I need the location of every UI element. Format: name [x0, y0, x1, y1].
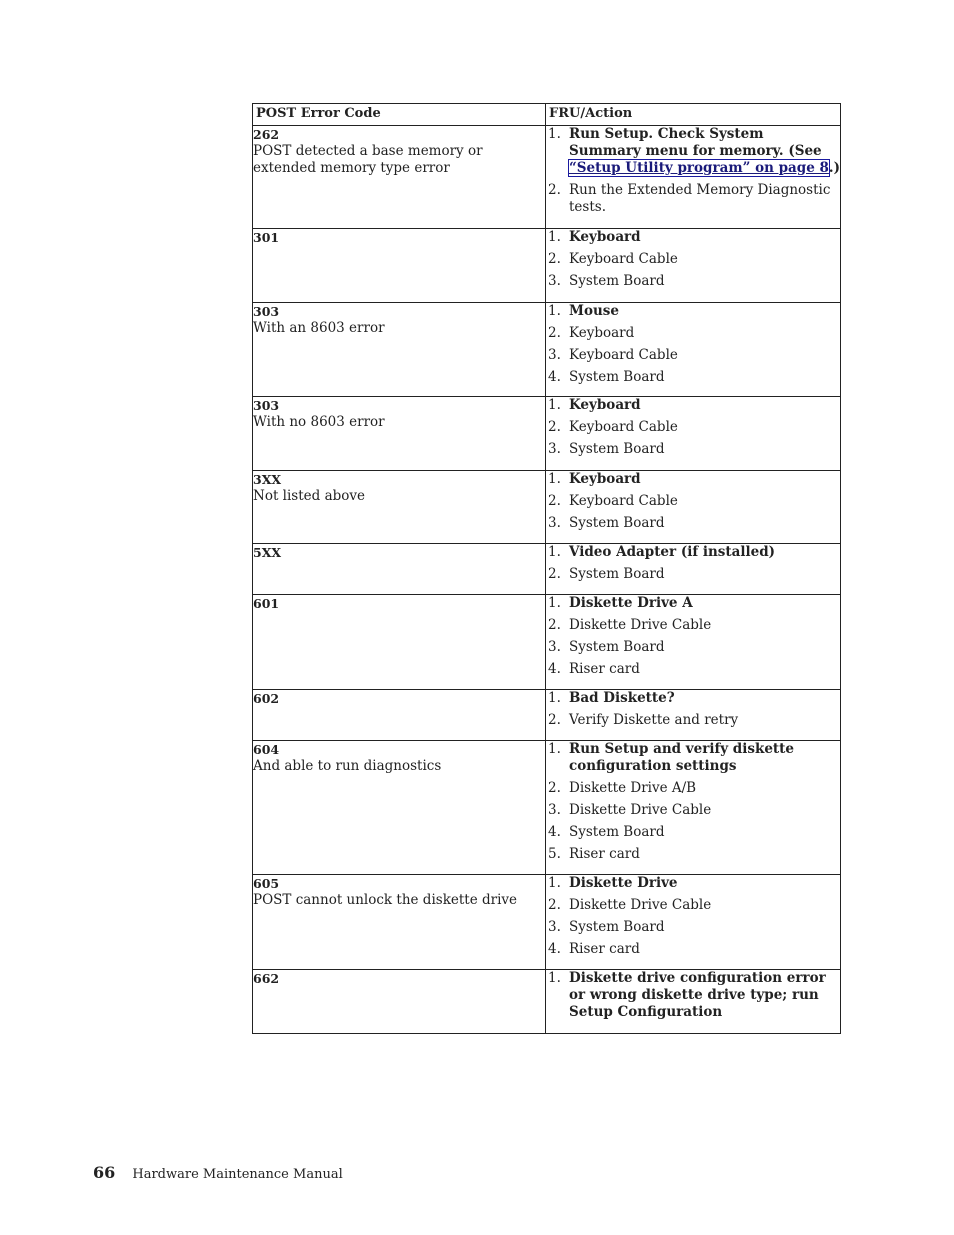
action-text-main: Keyboard Cable: [569, 493, 678, 509]
action-text-main: Run Setup and verify diskette configuration settings: [569, 741, 794, 774]
action-number: 2.: [548, 419, 561, 435]
action-item: [546, 273, 840, 290]
action-text: [569, 780, 696, 796]
table-header-row: [253, 104, 841, 126]
action-number: 1.: [548, 397, 561, 413]
action-text-main: Diskette Drive Cable: [569, 802, 712, 818]
action-text-main: Keyboard: [569, 325, 635, 341]
table-row: [253, 397, 841, 471]
action-item: [546, 919, 840, 936]
action-number: 3.: [548, 515, 561, 531]
action-text: [569, 441, 665, 457]
action-text: [569, 126, 840, 176]
action-text-main: Video Adapter (if installed): [569, 544, 776, 560]
error-code: 604: [253, 742, 280, 757]
error-code: 5XX: [253, 545, 282, 560]
fru-action-cell: [546, 544, 841, 595]
action-text-main: Run Setup. Check System Summary menu for memory. (See: [569, 126, 822, 159]
fru-action-cell: [546, 690, 841, 741]
action-list: [546, 229, 840, 290]
action-text-main: Bad Diskette?: [569, 690, 675, 706]
action-item: [546, 639, 840, 656]
action-item: [546, 182, 840, 216]
action-number: 1.: [548, 126, 561, 142]
action-text-main: Diskette Drive: [569, 875, 678, 891]
action-text-main: Mouse: [569, 303, 619, 319]
action-item: [546, 493, 840, 510]
action-text-main: Riser card: [569, 846, 640, 862]
action-text: [569, 347, 678, 363]
page-number: 66: [93, 1163, 116, 1182]
action-item: [546, 303, 840, 320]
fru-action-cell: [546, 229, 841, 303]
action-item: [546, 712, 840, 729]
action-item: [546, 846, 840, 863]
action-text: [569, 919, 665, 935]
action-item: [546, 397, 840, 414]
error-code-cell: [253, 397, 546, 471]
header-post-error-code: POST Error Code: [253, 104, 546, 126]
action-number: 2.: [548, 182, 561, 198]
action-number: 1.: [548, 690, 561, 706]
action-item: [546, 471, 840, 488]
action-text-main: Run the Extended Memory Diagnostic tests.: [569, 182, 831, 215]
action-text-main: System Board: [569, 919, 665, 935]
action-item: [546, 690, 840, 707]
action-item: [546, 369, 840, 386]
error-code: 602: [253, 691, 280, 706]
header-fru-action: FRU/Action: [546, 104, 841, 126]
action-list: [546, 970, 840, 1021]
error-code: 262: [253, 127, 280, 142]
error-code-cell: [253, 544, 546, 595]
action-text: [569, 251, 678, 267]
action-text: [569, 897, 711, 913]
action-list: [546, 126, 840, 216]
table-row: [253, 544, 841, 595]
error-description: POST detected a base memory or extended memory type error: [253, 143, 483, 176]
action-text: [569, 595, 693, 611]
setup-utility-link[interactable]: “Setup Utility program” on page 8: [569, 160, 829, 176]
action-item: [546, 419, 840, 436]
action-text: [569, 182, 830, 215]
error-description: And able to run diagnostics: [253, 758, 442, 774]
action-text: [569, 369, 665, 385]
error-description: POST cannot unlock the diskette drive: [253, 892, 518, 908]
action-text-main: System Board: [569, 639, 665, 655]
action-list: [546, 544, 840, 583]
action-text-main: Keyboard: [569, 471, 641, 487]
action-text: [569, 273, 665, 289]
action-text: [569, 639, 665, 655]
action-number: 1.: [548, 875, 561, 891]
action-text: [569, 802, 711, 818]
fru-action-cell: [546, 595, 841, 690]
action-number: 2.: [548, 493, 561, 509]
action-number: 2.: [548, 325, 561, 341]
action-text-main: System Board: [569, 273, 665, 289]
action-number: 2.: [548, 617, 561, 633]
action-text-main: System Board: [569, 566, 665, 582]
action-text-after: .): [828, 160, 840, 176]
action-item: [546, 595, 840, 612]
action-item: [546, 802, 840, 819]
table-row: [253, 595, 841, 690]
action-text-main: Verify Diskette and retry: [569, 712, 739, 728]
action-item: [546, 970, 840, 1021]
action-text-main: Keyboard Cable: [569, 419, 678, 435]
action-text: [569, 566, 665, 582]
action-number: 2.: [548, 566, 561, 582]
action-item: [546, 780, 840, 797]
action-text: [569, 941, 640, 957]
action-number: 1.: [548, 741, 561, 757]
action-item: [546, 251, 840, 268]
action-number: 4.: [548, 941, 561, 957]
action-item: [546, 617, 840, 634]
error-code-cell: [253, 595, 546, 690]
action-number: 1.: [548, 303, 561, 319]
error-code-cell: [253, 229, 546, 303]
action-item: [546, 544, 840, 561]
error-code: 3XX: [253, 472, 282, 487]
action-text: [569, 229, 641, 245]
error-code-cell: [253, 875, 546, 970]
action-text-main: Riser card: [569, 661, 640, 677]
action-item: [546, 441, 840, 458]
error-description: Not listed above: [253, 488, 366, 504]
fru-action-cell: [546, 126, 841, 229]
error-description: With no 8603 error: [253, 414, 385, 430]
action-text-main: Keyboard Cable: [569, 347, 678, 363]
error-code-cell: [253, 741, 546, 875]
error-code-cell: [253, 690, 546, 741]
action-item: [546, 941, 840, 958]
action-text-main: System Board: [569, 515, 665, 531]
action-text-main: Diskette Drive Cable: [569, 617, 712, 633]
action-number: 2.: [548, 712, 561, 728]
action-text: [569, 846, 640, 862]
action-number: 3.: [548, 919, 561, 935]
error-code: 601: [253, 596, 280, 611]
action-list: [546, 595, 840, 678]
action-text: [569, 690, 675, 706]
error-code: 605: [253, 876, 280, 891]
action-text: [569, 397, 641, 413]
action-text-main: Diskette Drive A: [569, 595, 693, 611]
action-text: [569, 661, 640, 677]
fru-action-cell: [546, 741, 841, 875]
action-number: 3.: [548, 802, 561, 818]
table-row: [253, 471, 841, 544]
action-item: [546, 229, 840, 246]
table-body: [253, 126, 841, 1034]
action-number: 2.: [548, 897, 561, 913]
error-code-cell: [253, 126, 546, 229]
action-text: [569, 325, 634, 341]
action-number: 1.: [548, 970, 561, 986]
action-item: [546, 661, 840, 678]
action-number: 4.: [548, 369, 561, 385]
action-number: 5.: [548, 846, 561, 862]
action-item: [546, 347, 840, 364]
action-number: 2.: [548, 251, 561, 267]
action-text-main: Diskette Drive Cable: [569, 897, 712, 913]
action-list: [546, 875, 840, 958]
action-text-main: Keyboard: [569, 229, 641, 245]
action-text-main: Diskette Drive A/B: [569, 780, 697, 796]
action-item: [546, 566, 840, 583]
table-row: [253, 229, 841, 303]
action-text: [569, 419, 678, 435]
action-text: [569, 712, 738, 728]
action-text: [569, 544, 775, 560]
error-code-cell: [253, 471, 546, 544]
action-item: [546, 515, 840, 532]
action-text: [569, 824, 665, 840]
action-item: [546, 325, 840, 342]
action-text: [569, 303, 619, 319]
fru-action-cell: [546, 471, 841, 544]
error-code: 303: [253, 398, 280, 413]
action-number: 3.: [548, 273, 561, 289]
action-text: [569, 515, 665, 531]
fru-action-cell: [546, 875, 841, 970]
action-list: [546, 303, 840, 386]
action-number: 2.: [548, 780, 561, 796]
action-number: 4.: [548, 661, 561, 677]
error-code: 662: [253, 971, 280, 986]
action-list: [546, 397, 840, 458]
action-text-main: System Board: [569, 441, 665, 457]
action-number: 3.: [548, 347, 561, 363]
action-number: 1.: [548, 595, 561, 611]
fru-action-cell: [546, 970, 841, 1034]
table-row: [253, 875, 841, 970]
action-text-main: Keyboard: [569, 397, 641, 413]
error-code: 303: [253, 304, 280, 319]
table-row: [253, 741, 841, 875]
action-number: 1.: [548, 471, 561, 487]
action-text-main: Keyboard Cable: [569, 251, 678, 267]
page-footer: [93, 1163, 343, 1182]
action-number: 1.: [548, 544, 561, 560]
action-number: 3.: [548, 441, 561, 457]
action-list: [546, 741, 840, 863]
fru-action-cell: [546, 397, 841, 471]
error-description: With an 8603 error: [253, 320, 385, 336]
error-code: 301: [253, 230, 280, 245]
action-text-main: Diskette drive configuration error or wrong diskette drive type; run Setup Configuration: [569, 970, 826, 1020]
error-code-cell: [253, 970, 546, 1034]
action-text: [569, 875, 678, 891]
action-text: [569, 493, 678, 509]
fru-action-cell: [546, 303, 841, 397]
table-row: [253, 303, 841, 397]
table-row: [253, 970, 841, 1034]
action-text: [569, 741, 794, 774]
post-error-table: [252, 103, 841, 1034]
table-row: [253, 126, 841, 229]
action-list: [546, 471, 840, 532]
action-item: [546, 126, 840, 177]
action-number: 1.: [548, 229, 561, 245]
action-number: 3.: [548, 639, 561, 655]
action-item: [546, 897, 840, 914]
table-row: [253, 690, 841, 741]
action-text-main: System Board: [569, 824, 665, 840]
action-number: 4.: [548, 824, 561, 840]
action-text: [569, 617, 711, 633]
action-text-main: System Board: [569, 369, 665, 385]
action-text: [569, 970, 826, 1020]
action-text: [569, 471, 641, 487]
action-list: [546, 690, 840, 729]
action-item: [546, 875, 840, 892]
action-text-main: Riser card: [569, 941, 640, 957]
manual-title: Hardware Maintenance Manual: [132, 1167, 343, 1182]
action-item: [546, 741, 840, 775]
error-code-cell: [253, 303, 546, 397]
action-item: [546, 824, 840, 841]
